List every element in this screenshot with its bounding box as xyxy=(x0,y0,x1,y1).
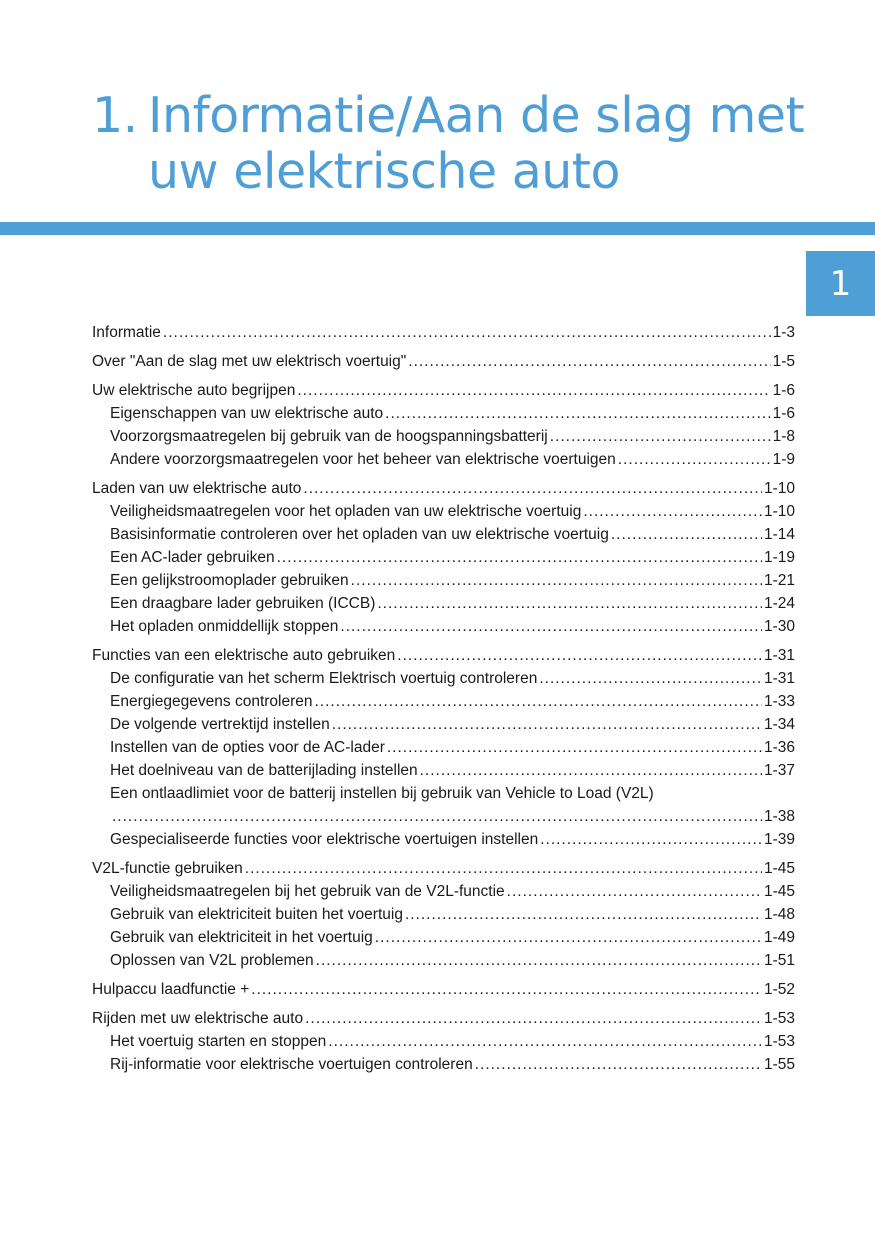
toc-entry-title: V2L-functie gebruiken xyxy=(92,860,243,877)
toc-subentry[interactable] xyxy=(92,782,795,828)
toc-entry-title: Gebruik van elektriciteit in het voertuig xyxy=(110,929,373,946)
toc-subentry[interactable] xyxy=(92,903,795,926)
dot-leader xyxy=(277,546,762,569)
chapter-divider-bar xyxy=(0,222,875,235)
toc-entry-title: Een AC-lader gebruiken xyxy=(110,549,275,566)
toc-subentry[interactable] xyxy=(92,880,795,903)
dot-leader xyxy=(583,500,762,523)
toc-page-number: 1-31 xyxy=(763,670,795,687)
toc-page-number: 1-24 xyxy=(763,595,795,612)
dot-leader xyxy=(303,477,762,500)
toc-subentry[interactable] xyxy=(92,523,795,546)
toc-page-number: 1-3 xyxy=(772,324,795,341)
toc-entry[interactable] xyxy=(92,477,795,500)
table-of-contents xyxy=(92,321,795,1076)
chapter-title-text: Informatie/Aan de slag met uw elektrische auto xyxy=(148,87,805,200)
toc-entry[interactable] xyxy=(92,350,795,373)
toc-page-number: 1-33 xyxy=(763,693,795,710)
toc-entry-title: Energiegegevens controleren xyxy=(110,693,313,710)
toc-subentry[interactable] xyxy=(92,926,795,949)
toc-subentry[interactable] xyxy=(92,546,795,569)
dot-leader xyxy=(420,759,762,782)
toc-subentry[interactable] xyxy=(92,690,795,713)
dot-leader xyxy=(397,644,762,667)
dot-leader xyxy=(316,949,762,972)
toc-entry-title: Het opladen onmiddellijk stoppen xyxy=(110,618,339,635)
toc-entry-title: De configuratie van het scherm Elektrisch voertuig controleren xyxy=(110,670,538,687)
toc-entry[interactable] xyxy=(92,978,795,1001)
toc-page-number: 1-9 xyxy=(772,451,795,468)
toc-entry-title: Gebruik van elektriciteit buiten het voertuig xyxy=(110,906,403,923)
toc-subentry[interactable] xyxy=(92,667,795,690)
toc-entry[interactable] xyxy=(92,644,795,667)
dot-leader xyxy=(245,857,762,880)
toc-entry-title: Andere voorzorgsmaatregelen voor het beheer van elektrische voertuigen xyxy=(110,451,616,468)
toc-subentry[interactable] xyxy=(92,592,795,615)
dot-leader xyxy=(611,523,762,546)
toc-entry[interactable] xyxy=(92,321,795,344)
toc-page-number: 1-52 xyxy=(763,981,795,998)
toc-entry-title: Informatie xyxy=(92,324,161,341)
toc-page-number: 1-19 xyxy=(763,549,795,566)
toc-subentry[interactable] xyxy=(92,569,795,592)
dot-leader xyxy=(539,667,762,690)
dot-leader xyxy=(315,690,762,713)
toc-subentry[interactable] xyxy=(92,500,795,523)
toc-page-number: 1-37 xyxy=(763,762,795,779)
toc-entry-title: Het voertuig starten en stoppen xyxy=(110,1033,327,1050)
toc-subentry[interactable] xyxy=(92,949,795,972)
toc-subentry[interactable] xyxy=(92,1030,795,1053)
toc-page-number: 1-8 xyxy=(772,428,795,445)
toc-entry-title: Hulpaccu laadfunctie + xyxy=(92,981,250,998)
toc-subentry[interactable] xyxy=(92,402,795,425)
toc-subentry[interactable] xyxy=(92,713,795,736)
toc-page-number: 1-31 xyxy=(763,647,795,664)
toc-entry-title: Uw elektrische auto begrijpen xyxy=(92,382,296,399)
toc-subentry[interactable] xyxy=(92,736,795,759)
toc-page-number: 1-45 xyxy=(763,860,795,877)
toc-entry-title: De volgende vertrektijd instellen xyxy=(110,716,330,733)
toc-page-number: 1-53 xyxy=(763,1010,795,1027)
dot-leader xyxy=(163,321,771,344)
dot-leader xyxy=(387,736,762,759)
toc-entry-title: Rij-informatie voor elektrische voertuigen controleren xyxy=(110,1056,473,1073)
dot-leader xyxy=(112,805,762,828)
dot-leader xyxy=(405,903,762,926)
dot-leader xyxy=(328,1030,762,1053)
toc-entry-title: Functies van een elektrische auto gebruiken xyxy=(92,647,396,664)
dot-leader xyxy=(618,448,771,471)
dot-leader xyxy=(340,615,762,638)
toc-page-number: 1-30 xyxy=(763,618,795,635)
toc-subentry[interactable] xyxy=(92,425,795,448)
toc-entry-title: Over "Aan de slag met uw elektrisch voertuig" xyxy=(92,353,407,370)
dot-leader xyxy=(385,402,770,425)
dot-leader xyxy=(305,1007,762,1030)
toc-entry[interactable] xyxy=(92,1007,795,1030)
dot-leader xyxy=(507,880,762,903)
toc-entry-title: Oplossen van V2L problemen xyxy=(110,952,314,969)
toc-page-number: 1-10 xyxy=(763,503,795,520)
toc-entry-title: Veiligheidsmaatregelen bij het gebruik van de V2L-functie xyxy=(110,883,505,900)
toc-subentry[interactable] xyxy=(92,1053,795,1076)
dot-leader xyxy=(297,379,770,402)
toc-page-number: 1-55 xyxy=(763,1056,795,1073)
toc-entry-title: Gespecialiseerde functies voor elektrische voertuigen instellen xyxy=(110,831,539,848)
toc-page-number: 1-6 xyxy=(772,405,795,422)
toc-page-number: 1-45 xyxy=(763,883,795,900)
dot-leader xyxy=(550,425,771,448)
dot-leader xyxy=(251,978,762,1001)
toc-subentry[interactable] xyxy=(92,615,795,638)
toc-entry-title: Laden van uw elektrische auto xyxy=(92,480,302,497)
dot-leader xyxy=(351,569,762,592)
dot-leader xyxy=(475,1053,762,1076)
toc-page-number: 1-5 xyxy=(772,353,795,370)
toc-entry-title: Een ontlaadlimiet voor de batterij instellen bij gebruik van Vehicle to Load (V2L) xyxy=(110,785,654,802)
toc-entry-title: Eigenschappen van uw elektrische auto xyxy=(110,405,384,422)
toc-subentry[interactable] xyxy=(92,448,795,471)
dot-leader xyxy=(332,713,762,736)
toc-subentry[interactable] xyxy=(92,759,795,782)
toc-entry-title: Het doelniveau van de batterijlading instellen xyxy=(110,762,418,779)
toc-page-number: 1-36 xyxy=(763,739,795,756)
toc-page-number: 1-48 xyxy=(763,906,795,923)
toc-page-number: 1-10 xyxy=(763,480,795,497)
toc-page-number: 1-21 xyxy=(763,572,795,589)
toc-entry-title: Rijden met uw elektrische auto xyxy=(92,1010,304,1027)
dot-leader xyxy=(375,926,762,949)
toc-entry-title: Instellen van de opties voor de AC-lader xyxy=(110,739,385,756)
toc-page-number: 1-14 xyxy=(763,526,795,543)
toc-entry-leader-row xyxy=(92,805,795,828)
chapter-tab: 1 xyxy=(806,251,875,316)
toc-page-number: 1-51 xyxy=(763,952,795,969)
toc-page-number: 1-49 xyxy=(763,929,795,946)
toc-entry-title: Een draagbare lader gebruiken (ICCB) xyxy=(110,595,376,612)
toc-page-number: 1-39 xyxy=(763,831,795,848)
toc-page-number: 1-38 xyxy=(763,808,795,825)
toc-page-number: 1-6 xyxy=(772,382,795,399)
toc-entry-title: Een gelijkstroomoplader gebruiken xyxy=(110,572,349,589)
dot-leader xyxy=(377,592,762,615)
chapter-number: 1. xyxy=(92,87,138,144)
dot-leader xyxy=(540,828,762,851)
toc-entry-title: Veiligheidsmaatregelen voor het opladen van uw elektrische voertuig xyxy=(110,503,582,520)
toc-entry[interactable] xyxy=(92,857,795,880)
toc-entry[interactable] xyxy=(92,379,795,402)
toc-page-number: 1-53 xyxy=(763,1033,795,1050)
toc-entry-title: Voorzorgsmaatregelen bij gebruik van de hoogspanningsbatterij xyxy=(110,428,548,445)
toc-entry-title: Basisinformatie controleren over het opladen van uw elektrische voertuig xyxy=(110,526,609,543)
dot-leader xyxy=(408,350,770,373)
toc-subentry[interactable] xyxy=(92,828,795,851)
toc-page-number: 1-34 xyxy=(763,716,795,733)
